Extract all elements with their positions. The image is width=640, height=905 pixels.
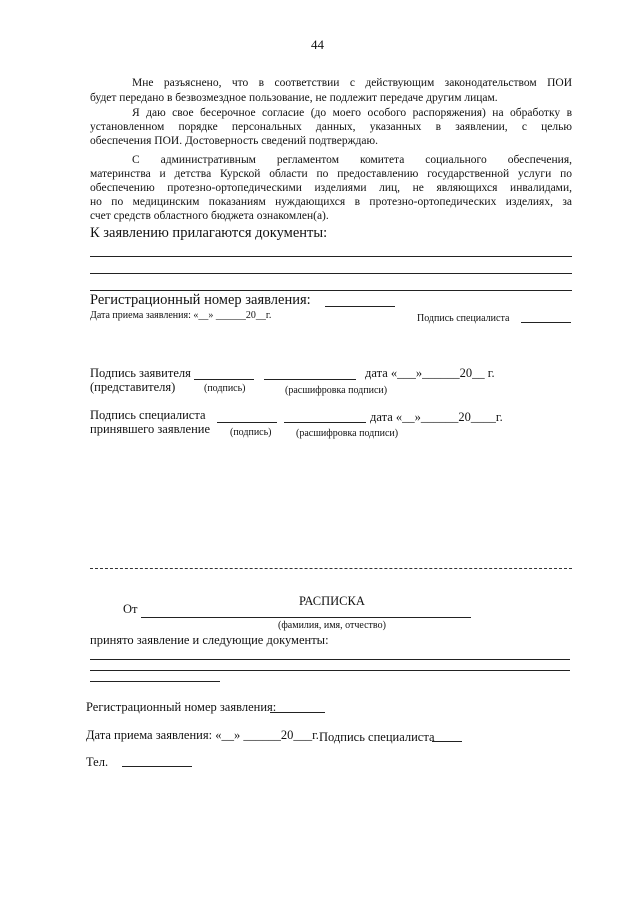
registration-specialist-signature-field[interactable]: [521, 322, 571, 323]
paragraph-2-line-2: установленном порядке персональных данных, указанных в заявлении, с целью: [90, 121, 572, 133]
specialist-signature-label: Подпись специалиста: [90, 408, 206, 422]
registration-number-field[interactable]: [325, 306, 395, 307]
specialist-accepted-label: принявшего заявление: [90, 422, 211, 436]
applicant-decode-field[interactable]: [264, 379, 356, 380]
applicant-date-text: дата «___»______20__ г.: [365, 366, 495, 380]
registration-date-label: Дата приема заявления: «__» ______20__г.: [90, 310, 272, 321]
specialist-signature-hint: (подпись): [230, 427, 272, 438]
page-number: 44: [311, 37, 324, 52]
receipt-specialist-signature-field[interactable]: [432, 741, 462, 742]
paragraph-3-line-5: счет средств областного бюджета ознакомлен(а).: [90, 210, 329, 222]
specialist-decode-field[interactable]: [284, 422, 366, 423]
receipt-date-label: Дата приема заявления: «__» ______20___г.: [86, 728, 319, 742]
applicant-representative-label: (представителя): [90, 380, 176, 394]
specialist-decode-hint: (расшифровка подписи): [296, 428, 399, 439]
receipt-accepted-text: принято заявление и следующие документы:: [90, 633, 329, 647]
applicant-signature-label: Подпись заявителя: [90, 366, 191, 380]
receipt-title: РАСПИСКА: [299, 594, 365, 608]
receipt-fio-hint: (фамилия, имя, отчество): [278, 620, 386, 631]
attachment-line-2[interactable]: [90, 273, 572, 274]
attachment-line-1[interactable]: [90, 256, 572, 257]
paragraph-2-line-3: обеспечения ПОИ. Достоверность сведений подтверждаю.: [90, 135, 378, 147]
receipt-from-label: От: [123, 602, 138, 616]
receipt-from-field[interactable]: [141, 617, 471, 618]
applicant-signature-hint: (подпись): [204, 383, 246, 394]
registration-specialist-signature-label: Подпись специалиста: [417, 313, 510, 324]
paragraph-3-line-4: но по медицинским показаниям нуждающихся в протезно-ортопедических изделиях, за: [90, 196, 572, 208]
receipt-doc-line-2[interactable]: [90, 670, 570, 671]
registration-number-label: Регистрационный номер заявления:: [90, 292, 311, 308]
applicant-signature-field[interactable]: [194, 379, 254, 380]
receipt-specialist-signature-label: Подпись специалиста: [319, 730, 435, 744]
paragraph-3-line-2: материнства и детства Курской области по предоставлению государственной услуги по: [90, 168, 572, 180]
receipt-registration-field[interactable]: [270, 712, 325, 713]
paragraph-2-line-1: Я даю свое бесерочное согласие (до моего особого распоряжения) на обработку в: [132, 107, 572, 119]
paragraph-1-line-1: Мне разъяснено, что в соответствии с действующим законодательством ПОИ: [132, 77, 572, 89]
paragraph-1-line-2: будет передано в безвозмездное пользование, не подлежит передаче другим лицам.: [90, 92, 498, 104]
applicant-decode-hint: (расшифровка подписи): [285, 385, 388, 396]
receipt-doc-line-3[interactable]: [90, 681, 220, 682]
specialist-date-text: дата «__»______20____г.: [370, 410, 503, 424]
cut-line: [90, 568, 572, 569]
receipt-phone-label: Тел.: [86, 755, 109, 769]
attachment-line-3[interactable]: [90, 290, 572, 291]
receipt-registration-label: Регистрационный номер заявления:: [86, 700, 277, 714]
receipt-doc-line-1[interactable]: [90, 659, 570, 660]
specialist-signature-field[interactable]: [217, 422, 277, 423]
attachments-heading: К заявлению прилагаются документы:: [90, 225, 328, 241]
paragraph-3-line-1: С административным регламентом комитета социального обеспечения,: [132, 154, 572, 166]
receipt-phone-field[interactable]: [122, 766, 192, 767]
paragraph-3-line-3: обеспечению протезно-ортопедическими изделиями лиц, не являющихся инвалидами,: [90, 182, 572, 194]
